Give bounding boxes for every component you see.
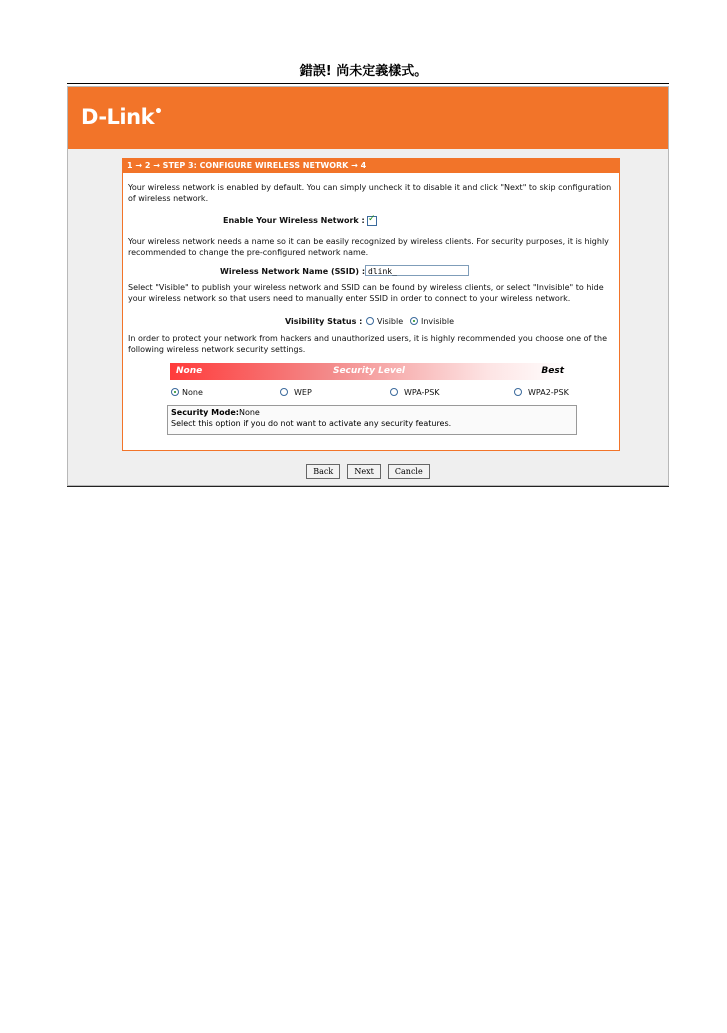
header-rule <box>67 83 669 84</box>
security-wep-radio[interactable] <box>280 388 288 396</box>
visibility-text: Select "Visible" to publish your wireless network and SSID can be found by wireless clients, or select "Invisible" to hide your wireless network so that users need to manually enter SSID in order to connect to your wireless network. <box>128 283 604 303</box>
dlink-logo: D-Link• <box>81 104 163 129</box>
security-scale-title: Security Level <box>332 366 406 376</box>
security-none-radio[interactable] <box>171 388 179 396</box>
security-mode-value: None <box>238 408 260 417</box>
enable-wireless-label: Enable Your Wireless Network : <box>223 216 365 225</box>
security-mode-description: Select this option if you do not want to activate any security features. <box>171 419 452 428</box>
security-scale-none: None <box>176 366 203 376</box>
visibility-status-label: Visibility Status : <box>285 317 363 326</box>
security-wpa2-psk-label: WPA2-PSK <box>528 388 569 397</box>
brand-banner <box>68 87 668 149</box>
security-scale-best: Best <box>541 366 564 376</box>
security-wpa-psk-label: WPA-PSK <box>404 388 440 397</box>
security-none-label: None <box>182 388 203 397</box>
wizard-button-bar <box>68 459 668 479</box>
cancel-button[interactable]: Cancle <box>388 464 430 479</box>
security-wpa-psk-radio[interactable] <box>390 388 398 396</box>
ssid-label: Wireless Network Name (SSID) : <box>220 267 366 276</box>
setup-wizard-panel <box>122 158 620 451</box>
visible-radio[interactable] <box>366 317 374 325</box>
security-text: In order to protect your network from hackers and unauthorized users, it is highly recommended you choose one of the following wireless network security settings. <box>128 334 608 354</box>
next-button[interactable]: Next <box>347 464 380 479</box>
intro-text: Your wireless network is enabled by default. You can simply uncheck it to disable it and click "Next" to skip configuration of wireless network. <box>128 183 612 203</box>
visible-option-label: Visible <box>377 317 404 326</box>
network-name-text: Your wireless network needs a name so it can be easily recognized by wireless clients. For security purposes, it is highly recommended to change the pre-configured network name. <box>128 237 609 257</box>
router-screenshot-frame <box>67 86 669 486</box>
footer-rule <box>67 486 669 487</box>
check-icon: ✓ <box>368 214 376 224</box>
enable-wireless-checkbox[interactable] <box>367 216 377 226</box>
invisible-option-label: Invisible <box>421 317 454 326</box>
document-header: 錯誤! 尚未定義樣式。 <box>299 64 428 79</box>
security-mode-line <box>171 408 260 417</box>
security-wpa2-psk-radio[interactable] <box>514 388 522 396</box>
wizard-step-title: 1 → 2 → STEP 3: CONFIGURE WIRELESS NETWORK → 4 <box>123 159 619 173</box>
security-level-bar <box>170 363 568 380</box>
security-mode-box <box>167 405 577 435</box>
ssid-input[interactable]: dlink_ <box>365 265 469 276</box>
back-button[interactable]: Back <box>306 464 340 479</box>
security-wep-label: WEP <box>294 388 312 397</box>
invisible-radio[interactable] <box>410 317 418 325</box>
security-mode-title: Security Mode: <box>171 408 239 417</box>
